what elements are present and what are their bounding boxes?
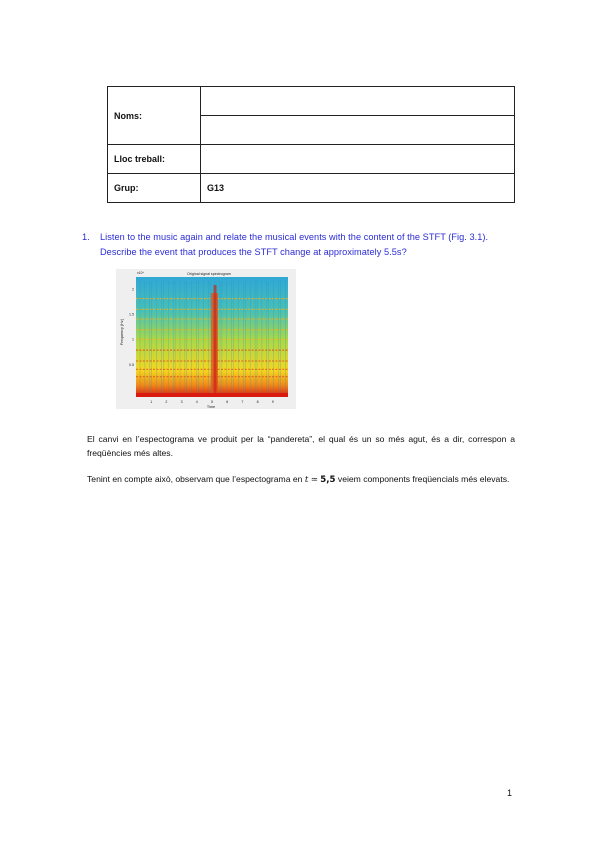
time-value: 5,5: [320, 475, 336, 485]
spectrogram-exponent: x10⁴: [137, 271, 144, 275]
x-tick-label: 3: [180, 400, 183, 404]
x-tick-label: 2: [165, 400, 168, 404]
lloc-treball-value: [201, 145, 515, 174]
question-number: 1.: [82, 232, 90, 242]
noms-value-1: [201, 87, 515, 116]
answer-paragraph-2: [87, 472, 515, 487]
math-variable-t: t: [304, 475, 309, 485]
x-tick-label: 9: [271, 400, 274, 404]
event-burst-core: [214, 285, 217, 397]
answer-p2-start: Tenint en compte això, observam que l’espectograma en: [87, 474, 303, 484]
spectrogram-figure: [116, 269, 296, 409]
spectrogram-ylabel: Frequency (Hz): [120, 318, 124, 346]
y-tick-label: 1: [132, 337, 134, 342]
x-tick-label: 4: [195, 400, 198, 404]
spectrogram-title: Original signal spectrogram: [187, 272, 231, 276]
spectrogram-plot: [136, 277, 288, 397]
x-tick-label: 5: [211, 400, 213, 404]
noms-label: Noms:: [108, 87, 201, 145]
x-tick-label: 6: [226, 400, 229, 404]
x-tick-label: 7: [241, 400, 244, 404]
info-table: [107, 86, 515, 203]
x-tick-label: 8: [256, 400, 259, 404]
spectrogram-svg: [116, 269, 296, 409]
grup-value: G13: [201, 174, 515, 203]
y-tick-label: 0.5: [129, 362, 134, 367]
answer-paragraph-1: El canvi en l’espectograma ve produit per la “pandereta”, el qual és un so més agut, és a dir, correspon a freqüències més altes.: [87, 434, 515, 458]
answer-p2-end: veiem components freqüencials més elevats.: [337, 474, 510, 484]
page-number: 1: [507, 788, 513, 798]
question-1: [78, 230, 518, 260]
spectrogram-xlabel: Time: [206, 405, 216, 409]
y-tick-label: 2: [132, 287, 134, 292]
question-text: Listen to the music again and relate the musical events with the content of the STFT (Fig. 3.1). Describe the event that produces the STFT change at approximately 5.5s?: [100, 232, 489, 257]
grup-label: Grup:: [108, 174, 201, 203]
approx-symbol: ≃: [310, 475, 318, 485]
lloc-treball-label: Lloc treball:: [108, 145, 201, 174]
low-frequency-band: [136, 393, 288, 397]
x-tick-label: 1: [150, 400, 153, 404]
noms-value-2: [201, 116, 515, 145]
y-tick-label: 1.5: [129, 312, 134, 317]
